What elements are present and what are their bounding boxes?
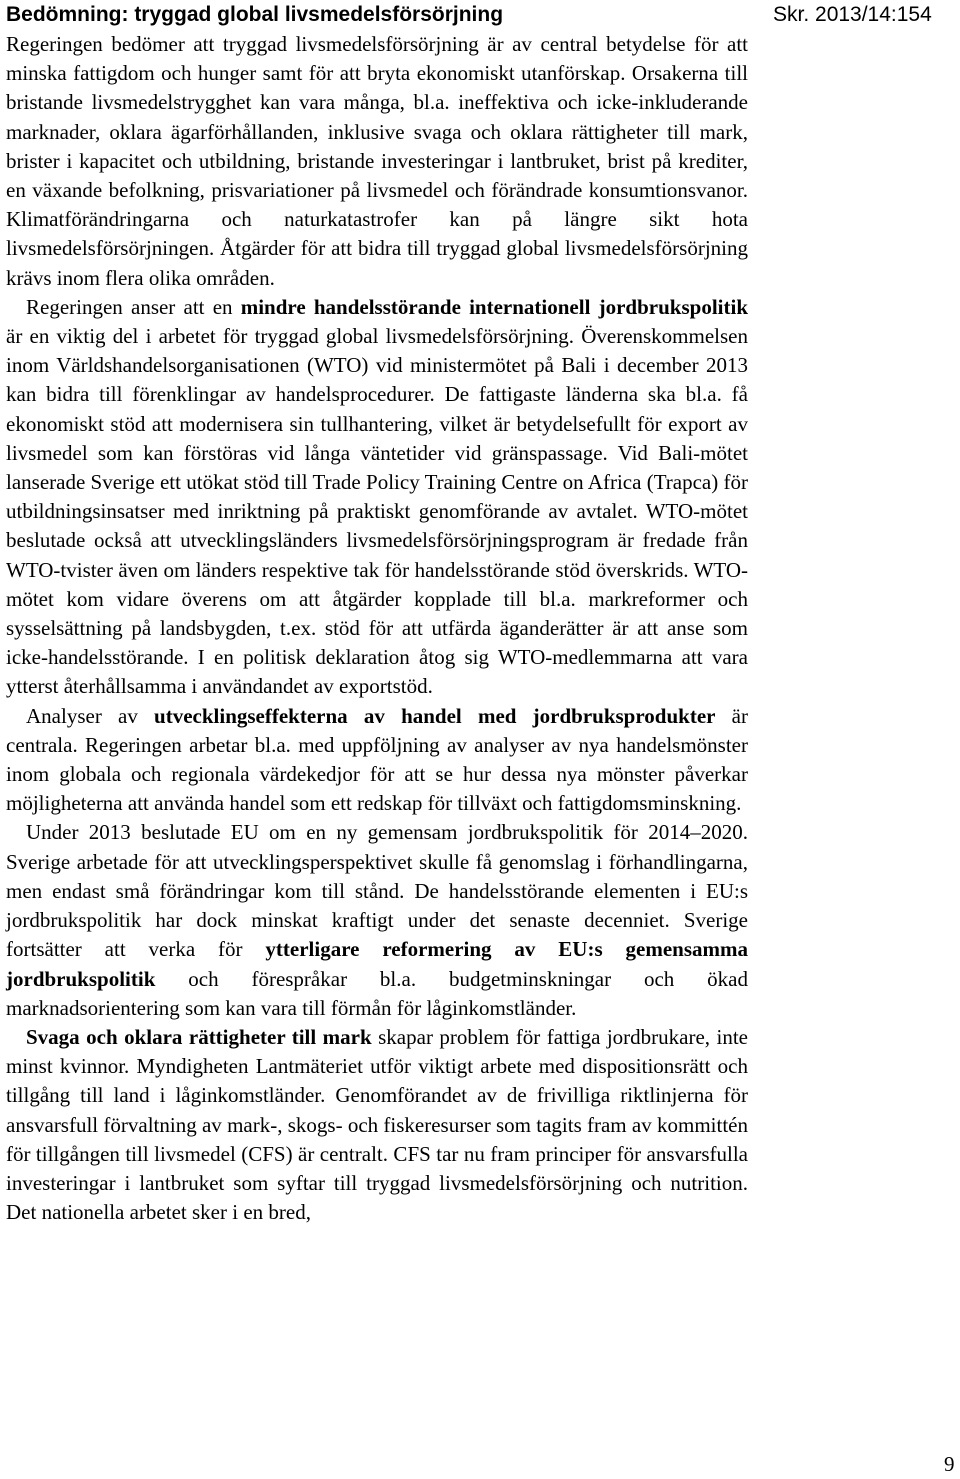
bold-text: Svaga och oklara rättigheter till mark [26,1024,372,1049]
paragraph [6,1023,748,1227]
document-reference: Skr. 2013/14:154 [773,3,932,26]
text-run: är en viktig del i arbetet för tryggad global livsmedelsförsörjning. Överenskommelsen inom Världshandelsorganisationen (WTO) vid ministermötet på Bali i december 2013 kan bidra till förenklingar av handelsprocedurer. De fattigaste länderna ska bl.a. få ekonomiskt stöd att modernisera sin tullhantering, vilket är betydelsefullt för export av livsmedel som kan förstöras vid långa väntetider vid gränspassage. Vid Bali-mötet lanserade Sverige ett utökat stöd till Trade Policy Training Centre on Africa (Trapca) för utbildningsinsatser med inriktning på praktiskt genomförande av avtalet. WTO-mötet beslutade också att utvecklingsländers livsmedelsförsörjningsprogram är fredade från WTO-tvister även om länders respektive tak för handelsstörande stöd överskrids. WTO-mötet kom vidare överens om att åtgärder kopplade till bl.a. markreformer och sysselsättning på landsbygden, t.ex. stöd för att utfärda äganderätter är att anse som icke-handelsstörande. I en politisk deklaration åtog sig WTO-medlemmarna att vara ytterst återhållsamma i användandet av exportstöd. [6,324,748,699]
text-run: Analyser av [26,703,155,728]
bold-text: mindre handelsstörande internationell jordbrukspolitik [240,294,748,319]
paragraph [6,702,748,819]
body-text [6,30,748,1227]
text-run: Under 2013 beslutade EU om en ny gemensam jordbrukspolitik för 2014–2020. Sverige arbetade för att utvecklingsperspektivet skulle få genomslag i förhandlingarna, men endast små förändringar kom till stånd. De handelsstörande elementen i EU:s jordbrukspolitik har dock minskat kraftigt under det senaste decenniet. Sverige fortsätter att verka för [6,820,748,962]
paragraph [6,293,748,702]
text-run: är centrala. Regeringen arbetar bl.a. med uppföljning av analyser av nya handelsmönster inom globala och regionala värdekedjor för att se hur dessa nya mönster påverkar möjligheterna att använda handel som ett redskap för tillväxt och fattigdomsminskning. [6,703,748,816]
bold-text: ytterligare reformering av EU:s gemensamma jordbrukspolitik [6,937,748,991]
bold-text: utvecklingseffekterna av handel med jordbruksprodukter [154,703,716,728]
text-run: och förespråkar bl.a. budgetminskningar och ökad marknadsorientering som kan vara till förmån för låginkomstländer. [6,966,748,1020]
paragraph [6,30,748,293]
paragraph [6,818,748,1022]
text-run: Regeringen bedömer att tryggad livsmedelsförsörjning är av central betydelse för att minska fattigdom och hunger samt för att bryta ekonomiskt utanförskap. Orsakerna till bristande livsmedelstrygghet kan vara många, bl.a. ineffektiva och icke-inkluderande marknader, oklara ägarförhållanden, inklusive svaga och oklara rättigheter till mark, brister i kapacitet och utbildning, bristande investeringar i lantbruket, brist på krediter, en växande befolkning, prisvariationer på livsmedel och förändrade konsumtionsvanor. Klimatförändringarna och naturkatastrofer kan på längre sikt hota livsmedelsförsörjningen. Åtgärder för att bidra till tryggad global livsmedelsförsörjning krävs inom flera olika områden. [6,32,748,290]
page-number: 9 [944,1452,955,1476]
text-run: skapar problem för fattiga jordbrukare, inte minst kvinnor. Myndigheten Lantmäteriet utför viktigt arbete med dispositionsrätt och tillgång till land i låginkomstländer. Genomförandet av de frivilliga riktlinjerna för ansvarsfull förvaltning av mark-, skogs- och fiskeresurser som tagits fram av kommittén för tillgången till livsmedel (CFS) är centralt. CFS tar nu fram principer för ansvarsfulla investeringar i lantbruket som syftar till tryggad livsmedelsförsörjning och nutrition. Det nationella arbetet sker i en bred, [6,1024,748,1225]
text-run: Regeringen anser att en [26,294,241,319]
section-heading: Bedömning: tryggad global livsmedelsförsörjning [6,3,504,26]
